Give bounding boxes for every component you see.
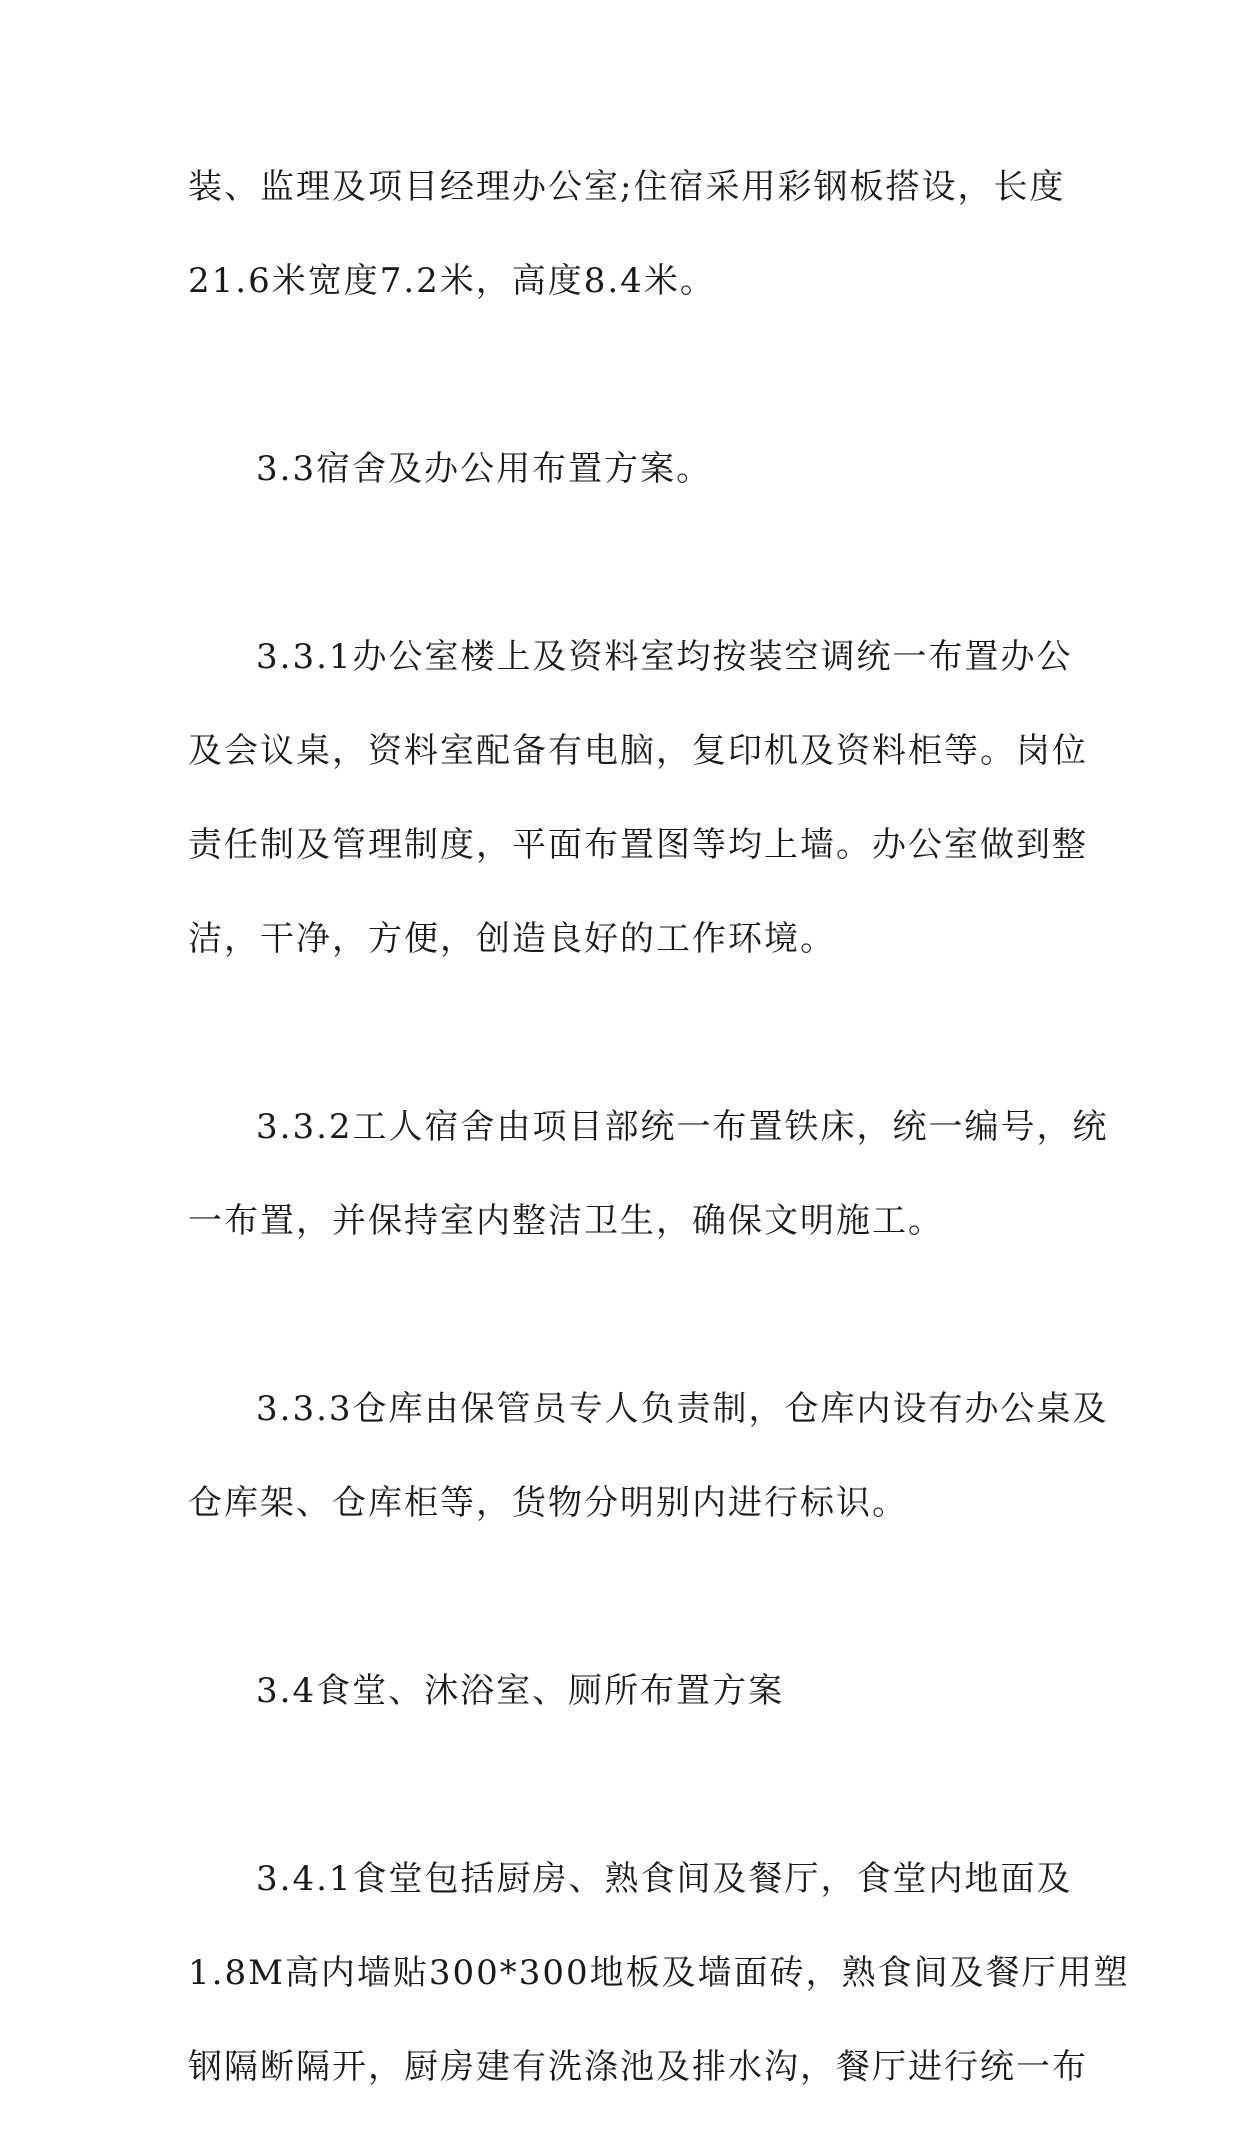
- text-line: 一布置，并保持室内整洁卫生，确保文明施工。: [188, 1201, 944, 1241]
- text-line: 3.3.3仓库由保管员专人负责制，仓库内设有办公桌及: [256, 1389, 1109, 1429]
- paragraph-gap: [188, 1760, 1068, 1854]
- text-line: 21.6米宽度7.2米，高度8.4米。: [188, 261, 716, 301]
- text-line: 责任制及管理制度，平面布置图等均上墙。办公室做到整: [188, 825, 1088, 865]
- body-text: [188, 162, 1130, 2136]
- text-line: 及会议桌，资料室配备有电脑，复印机及资料柜等。岗位: [188, 731, 1088, 771]
- text-line: 洁，干净，方便，创造良好的工作环境。: [188, 919, 836, 959]
- text-line: 3.4.1食堂包括厨房、熟食间及餐厅，食堂内地面及: [256, 1859, 1073, 1899]
- section-heading-3-3: 3.3宿舍及办公用布置方案。: [256, 449, 713, 489]
- text-line: 钢隔断隔开，厨房建有洗涤池及排水沟，餐厅进行统一布: [188, 2047, 1088, 2087]
- paragraph-gap: [188, 1572, 1068, 1666]
- paragraph-gap: [188, 350, 1068, 444]
- text-line: 1.8M高内墙贴300*300地板及墙面砖，熟食间及餐厅用塑: [188, 1953, 1130, 1993]
- text-line: 仓库架、仓库柜等，货物分明别内进行标识。: [188, 1483, 908, 1523]
- text-line: 3.3.2工人宿舍由项目部统一布置铁床，统一编号，统: [256, 1107, 1109, 1147]
- paragraph-gap: [188, 1008, 1068, 1102]
- paragraph-gap: [188, 1290, 1068, 1384]
- paragraph-gap: [188, 538, 1068, 632]
- text-line: 装、监理及项目经理办公室;住宿采用彩钢板搭设，长度: [188, 167, 1066, 207]
- section-heading-3-4: 3.4食堂、沐浴室、厕所布置方案: [256, 1671, 785, 1711]
- text-line: 3.3.1办公室楼上及资料室均按装空调统一布置办公: [256, 637, 1073, 677]
